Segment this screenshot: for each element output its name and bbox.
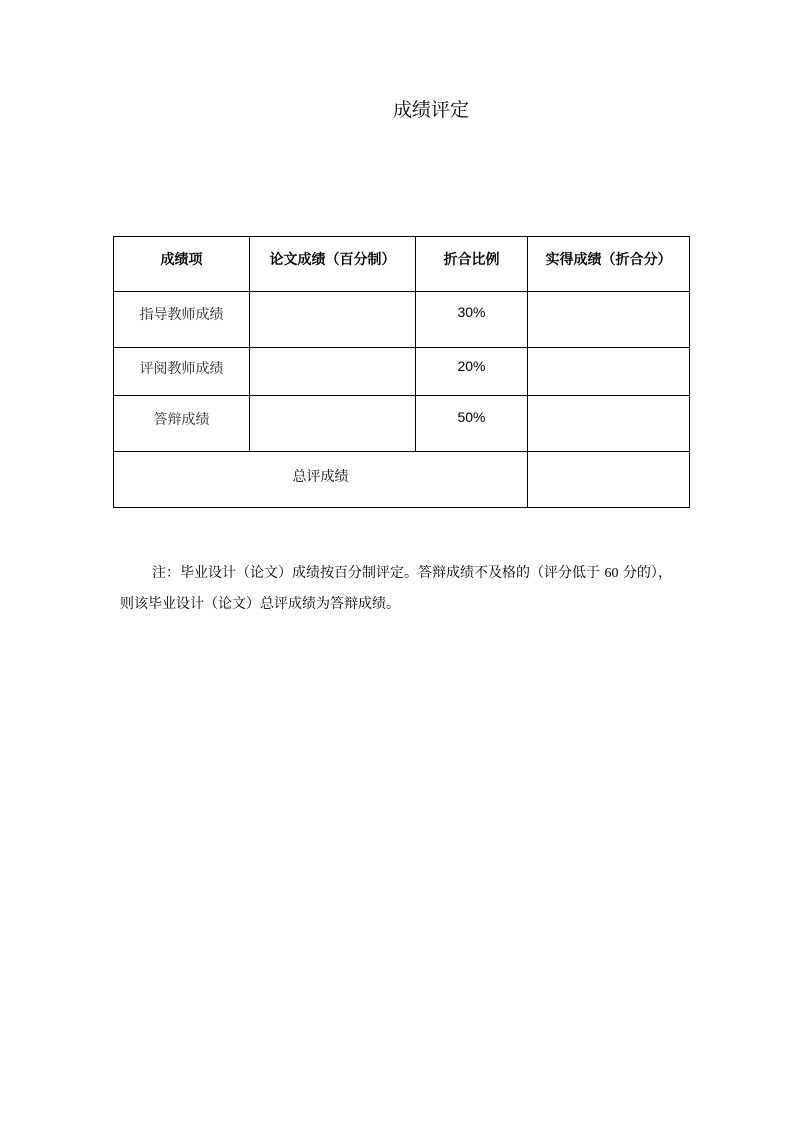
footnote [120, 558, 676, 619]
row-item: 评阅教师成绩 [114, 348, 250, 396]
row-score-cell[interactable] [250, 348, 416, 396]
row-item: 答辩成绩 [114, 396, 250, 452]
row-item: 指导教师成绩 [114, 292, 250, 348]
total-label: 总评成绩 [114, 452, 528, 508]
table-row [114, 348, 690, 396]
grade-table [113, 236, 690, 508]
footnote-text-2: 分的），则该毕业设计（论文）总评成绩为答辩成绩。 [120, 565, 672, 612]
row-ratio: 20% [416, 348, 528, 396]
row-weighted-cell[interactable] [528, 348, 690, 396]
row-ratio: 30% [416, 292, 528, 348]
header-item: 成绩项 [114, 237, 250, 292]
row-score-cell[interactable] [250, 292, 416, 348]
table-row [114, 396, 690, 452]
page-title: 成绩评定 [392, 99, 469, 121]
row-weighted-cell[interactable] [528, 292, 690, 348]
footnote-text-1: 注：毕业设计（论文）成绩按百分制评定。答辩成绩不及格的（评分低于 [152, 565, 605, 581]
header-weighted: 实得成绩（折合分） [528, 237, 690, 292]
header-ratio: 折合比例 [416, 237, 528, 292]
table-header-row [114, 237, 690, 292]
row-score-cell[interactable] [250, 396, 416, 452]
total-value-cell[interactable] [528, 452, 690, 508]
total-row [114, 452, 690, 508]
header-score: 论文成绩（百分制） [250, 237, 416, 292]
footnote-number: 60 [604, 566, 619, 581]
row-ratio: 50% [416, 396, 528, 452]
table-row [114, 292, 690, 348]
row-weighted-cell[interactable] [528, 396, 690, 452]
